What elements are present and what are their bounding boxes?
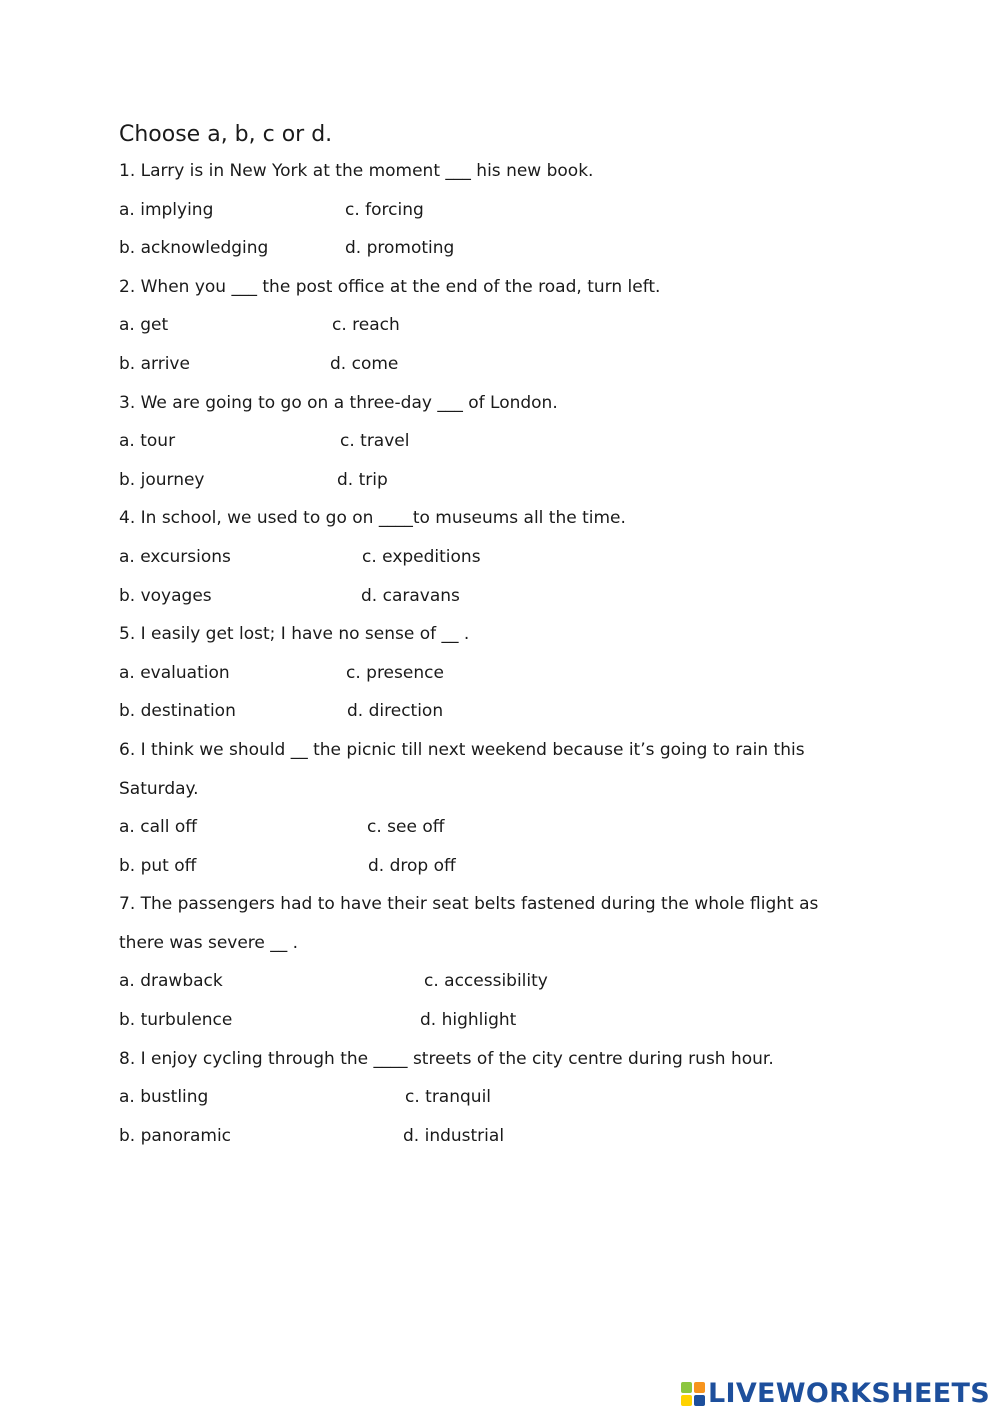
question-3-text: 3. We are going to go on a three-day ___ of London.: [119, 392, 558, 413]
liveworksheets-logo-text: LIVEWORKSHEETS: [707, 1378, 990, 1409]
option-8a[interactable]: a. bustling: [119, 1087, 209, 1108]
option-5b[interactable]: b. destination: [119, 701, 236, 722]
question-5-options-row-2: [119, 692, 879, 731]
question-4-text: 4. In school, we used to go on ____to museums all the time.: [119, 508, 626, 529]
option-6c[interactable]: c. see off: [367, 817, 445, 838]
question-8-options-row-1: [119, 1078, 879, 1117]
question-block: [119, 731, 879, 885]
option-7a[interactable]: a. drawback: [119, 971, 223, 992]
option-2a[interactable]: a. get: [119, 315, 169, 336]
question-3-options-row-1: [119, 422, 879, 461]
option-8c[interactable]: c. tranquil: [405, 1087, 492, 1108]
question-block: [119, 615, 879, 731]
option-3b[interactable]: b. journey: [119, 469, 205, 490]
option-6a[interactable]: a. call off: [119, 817, 197, 838]
option-7c[interactable]: c. accessibility: [424, 971, 548, 992]
option-1c[interactable]: c. forcing: [345, 199, 424, 220]
question-6-text: 6. I think we should __ the picnic till next weekend because it’s going to rain this Saturday.: [119, 739, 805, 799]
question-5-text: 5. I easily get lost; I have no sense of __ .: [119, 624, 470, 645]
option-4d[interactable]: d. caravans: [361, 585, 460, 606]
option-1a[interactable]: a. implying: [119, 199, 214, 220]
question-2-options-row-1: [119, 306, 879, 345]
question-4-options-row-2: [119, 577, 879, 616]
option-5c[interactable]: c. presence: [346, 662, 444, 683]
option-5a[interactable]: a. evaluation: [119, 662, 230, 683]
question-6-options-row-1: [119, 808, 879, 847]
worksheet: [119, 118, 879, 1155]
question-block: [119, 152, 879, 268]
worksheet-title: Choose a, b, c or d.: [119, 122, 333, 147]
option-5d[interactable]: d. direction: [347, 701, 444, 722]
question-4-options-row-1: [119, 538, 879, 577]
option-2d[interactable]: d. come: [330, 353, 399, 374]
option-1d[interactable]: d. promoting: [345, 238, 455, 259]
question-block: [119, 384, 879, 500]
option-4c[interactable]: c. expeditions: [362, 546, 481, 567]
option-3d[interactable]: d. trip: [337, 469, 388, 490]
question-block: [119, 1040, 879, 1156]
option-8b[interactable]: b. panoramic: [119, 1125, 232, 1146]
question-1-text: 1. Larry is in New York at the moment ___ his new book.: [119, 161, 594, 181]
question-8-options-row-2: [119, 1117, 879, 1156]
liveworksheets-logo-icon: [680, 1381, 706, 1407]
question-1-options-row-1: [119, 191, 879, 230]
question-block: [119, 499, 879, 615]
liveworksheets-logo[interactable]: [680, 1378, 990, 1409]
option-2c[interactable]: c. reach: [332, 315, 400, 336]
question-7-options-row-1: [119, 962, 879, 1001]
option-3c[interactable]: c. travel: [340, 431, 410, 452]
question-3-options-row-2: [119, 461, 879, 500]
question-7-options-row-2: [119, 1001, 879, 1040]
option-7d[interactable]: d. highlight: [420, 1010, 517, 1031]
question-6-options-row-2: [119, 847, 879, 886]
option-4a[interactable]: a. excursions: [119, 546, 231, 567]
option-6d[interactable]: d. drop off: [368, 855, 456, 876]
question-5-options-row-1: [119, 654, 879, 693]
option-2b[interactable]: b. arrive: [119, 353, 190, 374]
question-8-text: 8. I enjoy cycling through the ____ streets of the city centre during rush hour.: [119, 1048, 774, 1069]
question-2-options-row-2: [119, 345, 879, 384]
question-1-options-row-2: [119, 229, 879, 268]
option-1b[interactable]: b. acknowledging: [119, 238, 269, 259]
option-7b[interactable]: b. turbulence: [119, 1010, 233, 1031]
question-block: [119, 885, 879, 1039]
option-4b[interactable]: b. voyages: [119, 585, 212, 606]
option-8d[interactable]: d. industrial: [403, 1125, 505, 1146]
question-2-text: 2. When you ___ the post office at the end of the road, turn left.: [119, 276, 661, 297]
option-6b[interactable]: b. put off: [119, 855, 197, 876]
question-block: [119, 268, 879, 384]
question-7-text: 7. The passengers had to have their seat belts fastened during the whole flight as there was severe __ .: [119, 894, 819, 953]
option-3a[interactable]: a. tour: [119, 431, 176, 452]
